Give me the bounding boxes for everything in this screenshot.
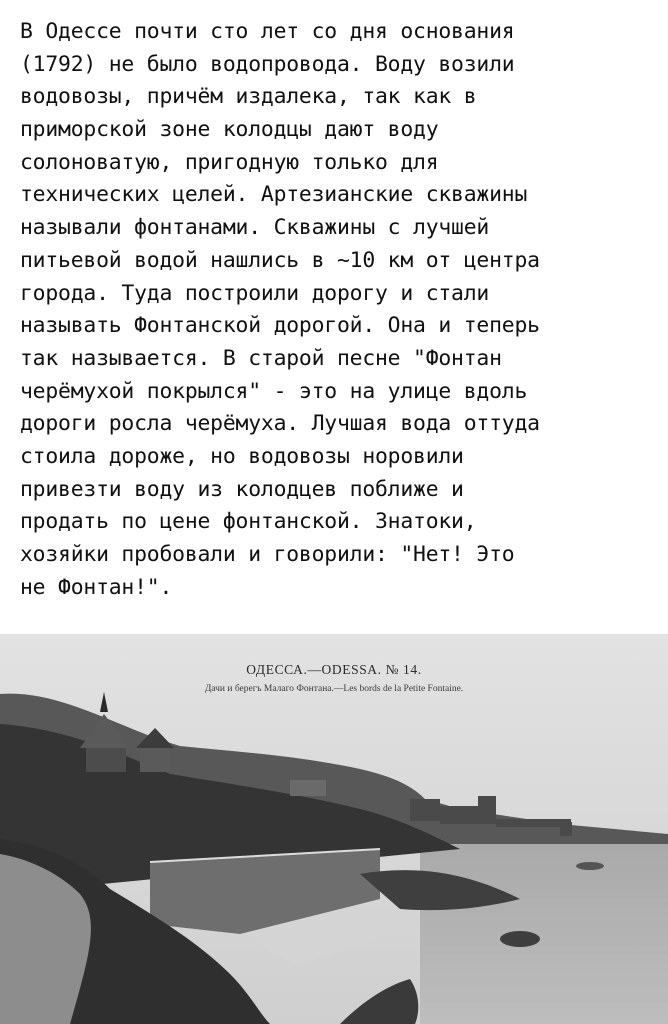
postcard-subtitle: Дачи и берегъ Малаго Фонтана.—Les bords de la Petite Fontaine. bbox=[204, 684, 464, 694]
story-line: хозяйки пробовали и говорили: "Нет! Это bbox=[20, 542, 515, 567]
story-line: черёмухой покрылся" - это на улице вдоль bbox=[20, 378, 528, 404]
story-line: так называется. В старой песне "Фонтан bbox=[20, 345, 502, 371]
story-line: стоила дороже, но водовозы норовили bbox=[20, 443, 464, 469]
story-line: не Фонтан!". bbox=[20, 574, 173, 600]
story-line: приморской зоне колодцы дают воду bbox=[20, 117, 439, 143]
postcard-title: ОДЕССА.—ODESSA. № 14. bbox=[246, 662, 422, 677]
story-line: города. Туда построили дорогу и стали bbox=[20, 280, 490, 306]
story-text bbox=[20, 16, 660, 604]
story-line: называть Фонтанской дорогой. Она и теперь bbox=[20, 313, 540, 339]
story-line: продать по цене фонтанской. Знатоки, bbox=[20, 509, 477, 535]
story-line: водовозы, причём издалека, так как в bbox=[20, 84, 477, 110]
story-line: привезти воду из колодцев поближе и bbox=[20, 476, 464, 502]
sea-rock bbox=[500, 931, 540, 947]
story-line: питьевой водой нашлись в ~10 км от центра bbox=[20, 247, 540, 273]
sea-rock bbox=[576, 862, 604, 870]
story-line: дороги росла черёмуха. Лучшая вода оттуда bbox=[20, 411, 540, 437]
sea bbox=[420, 839, 668, 1024]
story-line: называли фонтанами. Скважины с лучшей bbox=[20, 215, 490, 241]
story-line: (1792) не было водопровода. Воду возили bbox=[20, 51, 515, 77]
story-line: В Одессе почти сто лет со дня основания bbox=[20, 19, 515, 44]
story-line: солоноватую, пригодную только для bbox=[20, 149, 439, 175]
story-line: технических целей. Артезианские скважины bbox=[20, 182, 528, 208]
vintage-postcard-photo bbox=[0, 634, 668, 1024]
